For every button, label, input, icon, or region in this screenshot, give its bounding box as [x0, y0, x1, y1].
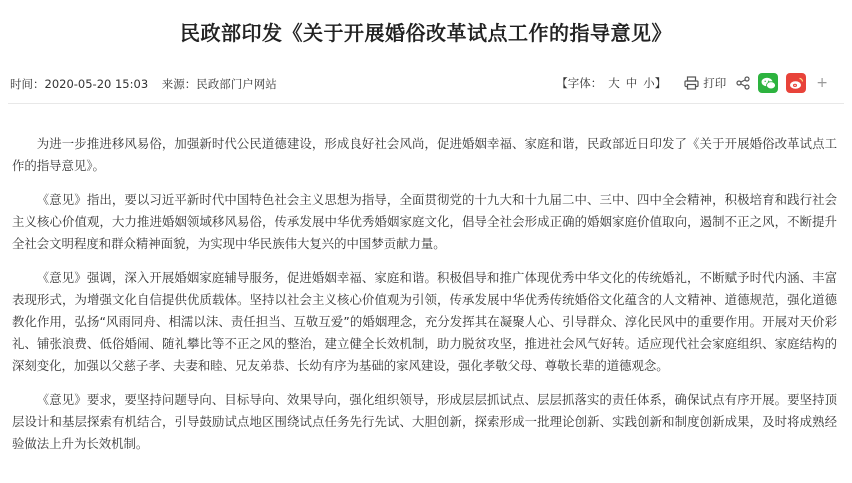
paragraph: 《意见》指出，要以习近平新时代中国特色社会主义思想为指导，全面贯彻党的十九大和十九届二中、三中、四中全会精神，积极培育和践行社会主义核心价值观，大力推进婚姻领域移风易俗，传承发展中华优秀婚姻家庭文化，倡导全社会形成正确的婚姻家庭价值取向，遏制不正之风，不断提升全社会文明程度和群众精神面貌，为实现中华民族伟大复兴的中国梦贡献力量。 [12, 192, 837, 251]
page-title: 民政部印发《关于开展婚俗改革试点工作的指导意见》 [180, 21, 672, 45]
share-icon [736, 76, 750, 90]
print-button[interactable] [684, 75, 726, 91]
weibo-icon [789, 77, 804, 90]
paragraph: 为进一步推进移风易俗，加强新时代公民道德建设，形成良好社会风尚，促进婚姻幸福、家庭和谐，民政部近日印发了《关于开展婚俗改革试点工作的指导意见》。 [12, 136, 837, 173]
font-size-close: 】 [654, 76, 667, 90]
publish-time [10, 77, 152, 91]
article-meta [10, 76, 287, 92]
wechat-share-button[interactable] [758, 73, 778, 93]
time-label: 时间： [10, 77, 45, 91]
source-label: 来源： [161, 77, 197, 91]
share-button[interactable] [736, 76, 750, 90]
source [162, 77, 277, 91]
wechat-icon [761, 77, 776, 90]
paragraph: 《意见》强调，深入开展婚姻家庭辅导服务，促进婚姻幸福、家庭和谐。积极倡导和推广体现优秀中华文化的传统婚礼，不断赋予时代内涵、丰富表现形式，为增强文化自信提供优质载体。坚持以社会主义核心价值观为引领，传承发展中华优秀传统婚俗文化蕴含的人文精神、道德规范，强化道德教化作用，弘扬“风雨同舟、相濡以沫、责任担当、互敬互爱”的婚姻理念，充分发挥其在凝聚人心、引导群众、淳化民风中的重要作用。开展对天价彩礼、铺张浪费、低俗婚闹、随礼攀比等不正之风的整治，建立健全长效机制，助力脱贫攻坚，推进社会风气好转。适应现代社会家庭组织、家庭结构的深刻变化，加强以父慈子孝、夫妻和睦、兄友弟恭、长幼有序为基础的家风建设，强化孝敬父母、尊敬长辈的道德观念。 [12, 270, 837, 373]
font-size-medium[interactable]: 中 [625, 76, 638, 90]
paragraph: 《意见》要求，要坚持问题导向、目标导向、效果导向，强化组织领导，形成层层抓试点、层层抓落实的责任体系，确保试点有序开展。要坚持顶层设计和基层探索有机结合，引导鼓励试点地区围绕试点任务先行先试、大胆创新，探索形成一批理论创新、实践创新和制度创新成果，及时将成熟经验做法上升为长效机制。 [12, 392, 837, 451]
header-divider [8, 103, 844, 104]
source-value: 民政部门户网站 [196, 77, 277, 91]
weibo-share-button[interactable] [786, 73, 806, 93]
font-size-small[interactable]: 小 [643, 76, 655, 90]
printer-icon [684, 76, 699, 90]
more-share-button[interactable]: + [816, 75, 828, 91]
article-body [12, 133, 837, 467]
font-size-large[interactable]: 大 [608, 76, 620, 90]
print-label: 打印 [703, 76, 727, 90]
time-value: 2020-05-20 15:03 [44, 77, 149, 91]
font-size-label: 【字体： [556, 76, 603, 90]
article-toolbar [556, 73, 828, 93]
